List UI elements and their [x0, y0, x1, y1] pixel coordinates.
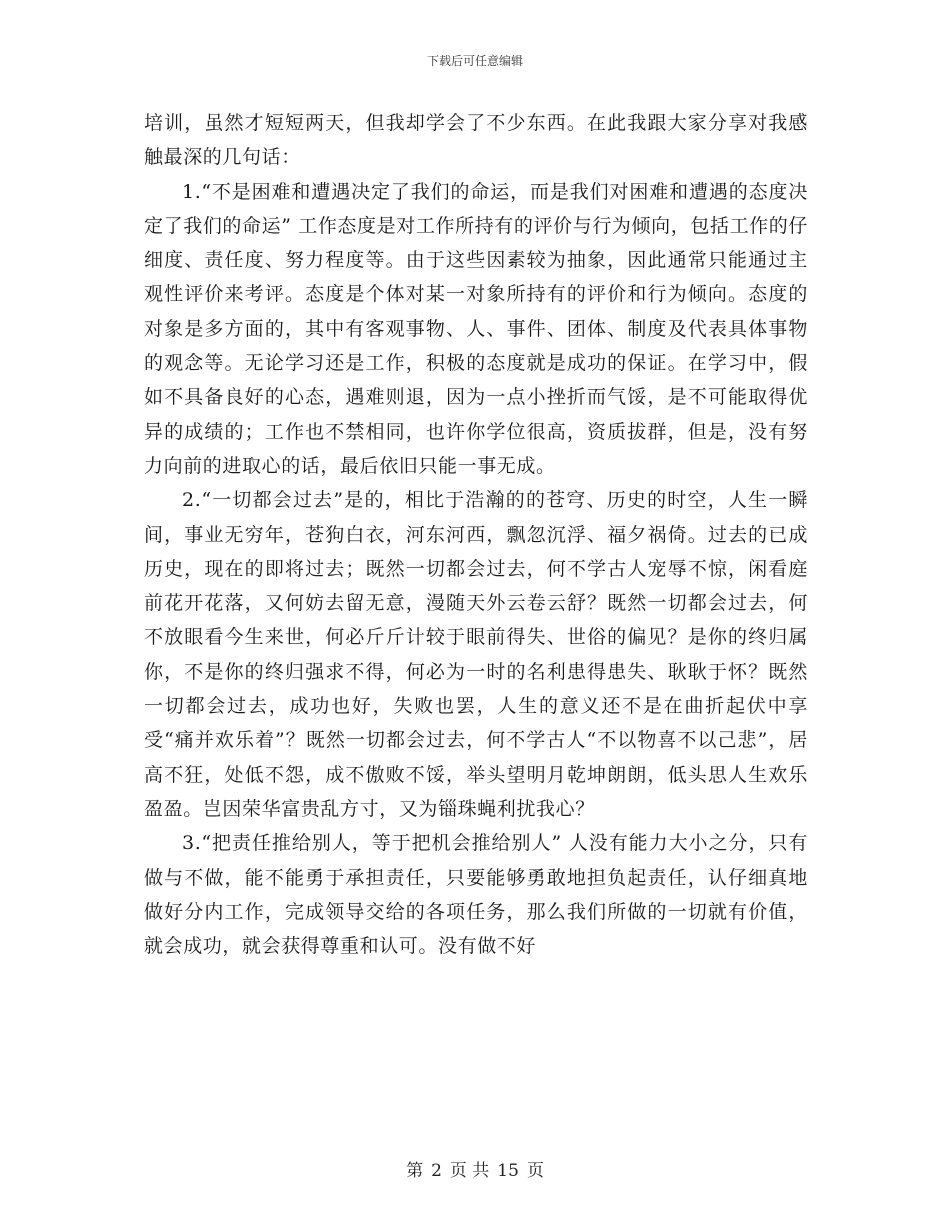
footer-page-number: 2	[431, 1161, 442, 1181]
paragraph-quote-3: 3.“把责任推给别人，等于把机会推给别人” 人没有能力大小之分，只有做与不做，能不能勇于承担责任，只要能够勇敢地担负起责任，认仔细真地做好分内工作，完成领导交给的各项任务，那么我们所做的一切就有价值，就会成功，就会获得尊重和认可。没有做不好	[144, 832, 808, 958]
page-header-note: 下载后可任意编辑	[426, 54, 523, 68]
footer-suffix: 页	[526, 1161, 544, 1181]
paragraph-quote-2: 2.“一切都会过去”是的，相比于浩瀚的的苍穹、历史的时空，人生一瞬间，事业无穷年，苍狗白衣，河东河西，飘忽沉浮、福夕祸倚。过去的已成历史，现在的即将过去；既然一切都会过去，何不学古人宠辱不惊，闲看庭前花开花落，又何妨去留无意，漫随天外云卷云舒？既然一切都会过去，何不放眼看今生来世，何必斤斤计较于眼前得失、世俗的偏见？是你的终归属你，不是你的终归强求不得，何必为一时的名利患得患失、耿耿于怀？既然一切都会过去，成功也好，失败也罢，人生的意义还不是在曲折起伏中享受“痛并欢乐着”？既然一切都会过去，何不学古人“不以物喜不以己悲”，居高不狂，处低不怨，成不傲败不馁，举头望明月乾坤朗朗，低头思人生欢乐盈盈。岂因荣华富贵乱方寸，又为锱珠蝇利扰我心？	[144, 489, 808, 820]
footer-prefix: 第	[406, 1161, 424, 1181]
document-body	[144, 106, 808, 963]
footer-total-pages: 15	[497, 1161, 519, 1181]
paragraph-quote-1: 1.“不是困难和遭遇决定了我们的命运，而是我们对困难和遭遇的态度决定了我们的命运” 工作态度是对工作所持有的评价与行为倾向，包括工作的仔细度、责任度、努力程度等。由于这些因素较为抽象，因此通常只能通过主观性评价来考评。态度是个体对某一对象所持有的评价和行为倾向。态度的对象是多方面的，其中有客观事物、人、事件、团体、制度及代表具体事物的观念等。无论学习还是工作，积极的态度就是成功的保证。在学习中，假如不具备良好的心态，遇难则退，因为一点小挫折而气馁，是不可能取得优异的成绩的；工作也不禁相同，也许你学位很高，资质拔群，但是，没有努力向前的进取心的话，最后依旧只能一事无成。	[144, 180, 808, 477]
paragraph-intro: 培训，虽然才短短两天，但我却学会了不少东西。在此我跟大家分享对我感触最深的几句话：	[144, 112, 808, 169]
page-footer	[0, 1156, 950, 1181]
footer-mid: 页 共	[449, 1161, 490, 1181]
